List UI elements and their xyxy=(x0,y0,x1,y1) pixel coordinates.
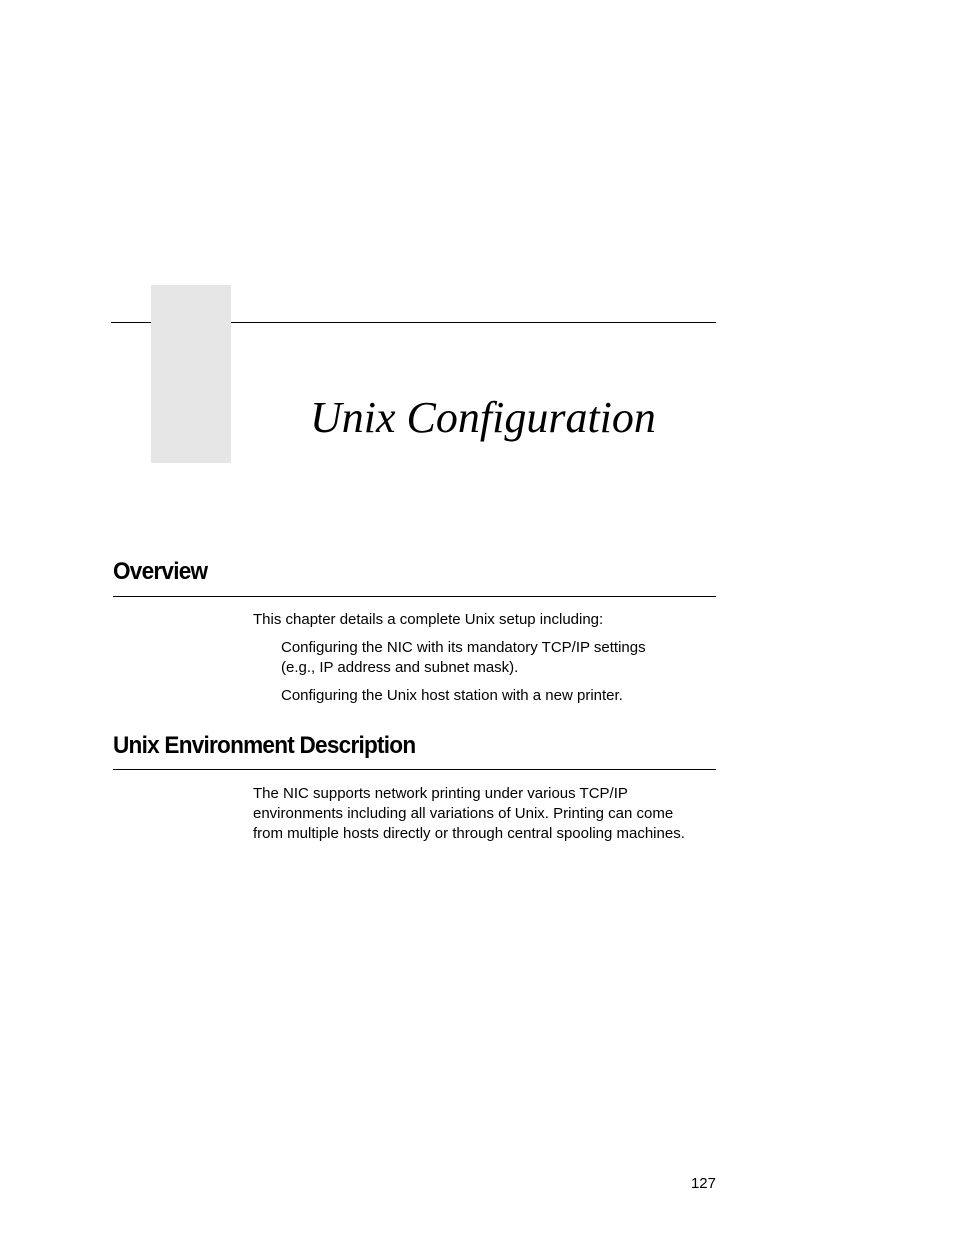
list-item xyxy=(281,686,646,706)
chapter-rule-left xyxy=(111,322,151,323)
list-item xyxy=(281,638,646,678)
bullet-text-line: Configuring the NIC with its mandatory TCP/IP settings xyxy=(281,639,646,656)
paragraph-line: from multiple hosts directly or through central spooling machines. xyxy=(253,825,685,842)
bullet-text-line: (e.g., IP address and subnet mask). xyxy=(281,659,519,676)
overview-bullet-list xyxy=(281,638,646,706)
page-number: 127 xyxy=(690,1175,716,1192)
overview-heading: Overview xyxy=(113,558,208,585)
environment-heading: Unix Environment Description xyxy=(113,732,416,759)
environment-rule xyxy=(113,769,716,770)
bullet-text-line: Configuring the Unix host station with a new printer. xyxy=(281,687,623,704)
paragraph-line: The NIC supports network printing under various TCP/IP xyxy=(253,785,628,802)
overview-intro: This chapter details a complete Unix setup including: xyxy=(253,611,604,628)
chapter-title: Unix Configuration xyxy=(310,393,656,442)
environment-paragraph xyxy=(253,784,685,844)
overview-rule xyxy=(113,596,716,597)
chapter-rule-right xyxy=(231,322,716,323)
paragraph-line: environments including all variations of Unix. Printing can come xyxy=(253,805,674,822)
chapter-tab-block xyxy=(151,285,231,463)
